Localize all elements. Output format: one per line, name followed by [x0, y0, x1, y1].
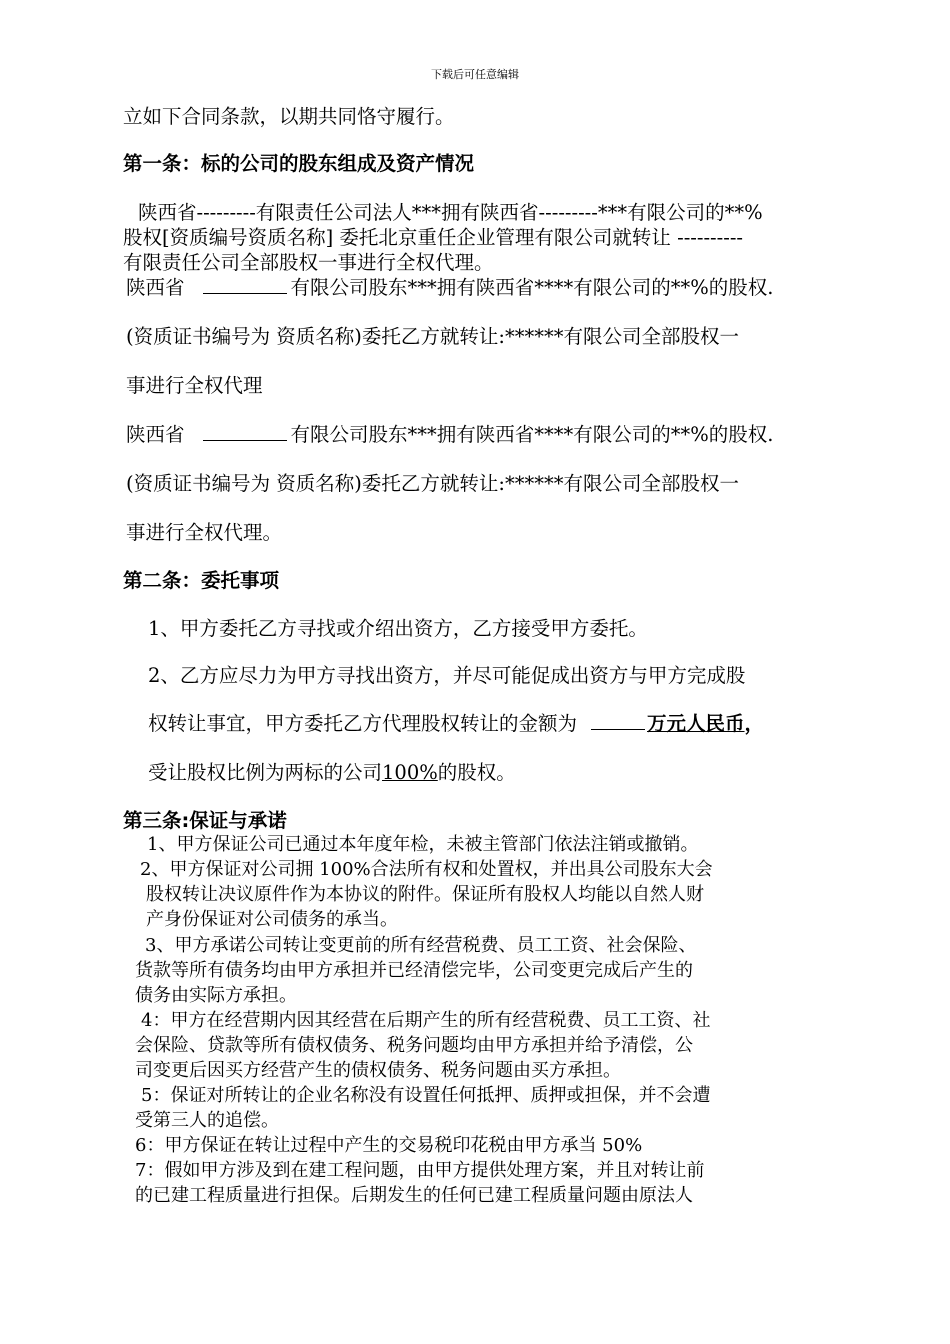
- art3-line-7: 债务由实际方承担。: [135, 985, 297, 1006]
- art1-p2-line1: [126, 278, 774, 298]
- art1-p3-line1: [126, 425, 774, 445]
- art3-line-4: 产身份保证对公司债务的承当。: [146, 909, 398, 930]
- art3-line-8: 4：甲方在经营期内因其经营在后期产生的所有经营税费、员工工资、社: [141, 1010, 711, 1031]
- shareholder-text: 有限公司股东***拥有陕西省****有限公司的**%的股权.: [290, 423, 774, 446]
- art1-p3-line2: (资质证书编号为 资质名称)委托乙方就转让:******有限公司全部股权一: [126, 472, 739, 495]
- art1-p1-line2: 股权[资质编号资质名称] 委托北京重任企业管理有限公司就转让 ----------: [123, 226, 744, 249]
- province-text: 陕西省: [126, 276, 185, 299]
- art3-line-9: 会保险、贷款等所有债权债务、税务问题均由甲方承担并给予清偿，公: [135, 1035, 693, 1056]
- art2-item1: 1、甲方委托乙方寻找或介绍出资方，乙方接受甲方委托。: [148, 617, 648, 640]
- amount-end: ，: [744, 712, 765, 735]
- art1-p1-line3: 有限责任公司全部股权一事进行全权代理。: [123, 251, 494, 274]
- amount-unit: 万元人民币: [647, 712, 745, 735]
- blank-field: [203, 439, 287, 441]
- art3-line-6: 货款等所有债务均由甲方承担并已经清偿完毕，公司变更完成后产生的: [135, 960, 693, 981]
- art1-p3-line3: 事进行全权代理。: [126, 521, 283, 544]
- art3-line-15: 的已建工程质量进行担保。后期发生的任何已建工程质量问题由原法人: [135, 1185, 693, 1206]
- art3-line-14: 7：假如甲方涉及到在建工程问题，由甲方提供处理方案，并且对转让前: [135, 1160, 705, 1181]
- blank-field: [203, 292, 287, 294]
- art1-p2-line3: 事进行全权代理: [126, 374, 263, 397]
- art3-line-10: 司变更后因买方经营产生的债权债务、税务问题由买方承担。: [135, 1060, 621, 1081]
- art3-line-3: 股权转让决议原件作为本协议的附件。保证所有股权人均能以自然人财: [146, 884, 704, 905]
- art3-line-1: 1、甲方保证公司已通过本年度年检，未被主管部门依法注销或撤销。: [147, 834, 699, 855]
- art3-line-11: 5：保证对所转让的企业名称没有设置任何抵押、质押或担保，并不会遭: [141, 1085, 711, 1106]
- art3-line-5: 3、甲方承诺公司转让变更前的所有经营税费、员工工资、社会保险、: [145, 935, 697, 956]
- art2-item2-line3: [148, 763, 516, 783]
- shareholder-text: 有限公司股东***拥有陕西省****有限公司的**%的股权.: [290, 276, 774, 299]
- art3-line-2: 2、甲方保证对公司拥 100%合法所有权和处置权，并出具公司股东大会: [140, 859, 713, 880]
- intro-paragraph: 立如下合同条款，以期共同恪守履行。: [123, 105, 455, 128]
- art2-item2-line2: [148, 714, 764, 734]
- art3-line-13: 6：甲方保证在转让过程中产生的交易税印花税由甲方承当 50%: [135, 1135, 643, 1156]
- art2-item2-line1: 2、乙方应尽力为甲方寻找出资方，并尽可能促成出资方与甲方完成股: [148, 664, 746, 687]
- ratio-end: 的股权。: [437, 761, 516, 784]
- province-text: 陕西省: [126, 423, 185, 446]
- art3-line-12: 受第三人的追偿。: [135, 1110, 279, 1131]
- article-1-title: 第一条：标的公司的股东组成及资产情况: [123, 152, 475, 175]
- art1-p2-line2: (资质证书编号为 资质名称)委托乙方就转让:******有限公司全部股权一: [126, 325, 739, 348]
- article-3-title: 第三条:保证与承诺: [123, 809, 287, 832]
- amount-prefix: 权转让事宜，甲方委托乙方代理股权转让的金额为: [148, 712, 578, 735]
- art1-p1-line1: 陕西省---------有限责任公司法人***拥有陕西省---------***有限公司的**%: [138, 201, 763, 224]
- ratio-percent: 100%: [382, 761, 438, 784]
- amount-blank: [591, 728, 645, 730]
- page-header: 下载后可任意编辑: [431, 68, 519, 81]
- ratio-prefix: 受让股权比例为两标的公司: [148, 761, 383, 784]
- article-2-title: 第二条：委托事项: [123, 569, 280, 592]
